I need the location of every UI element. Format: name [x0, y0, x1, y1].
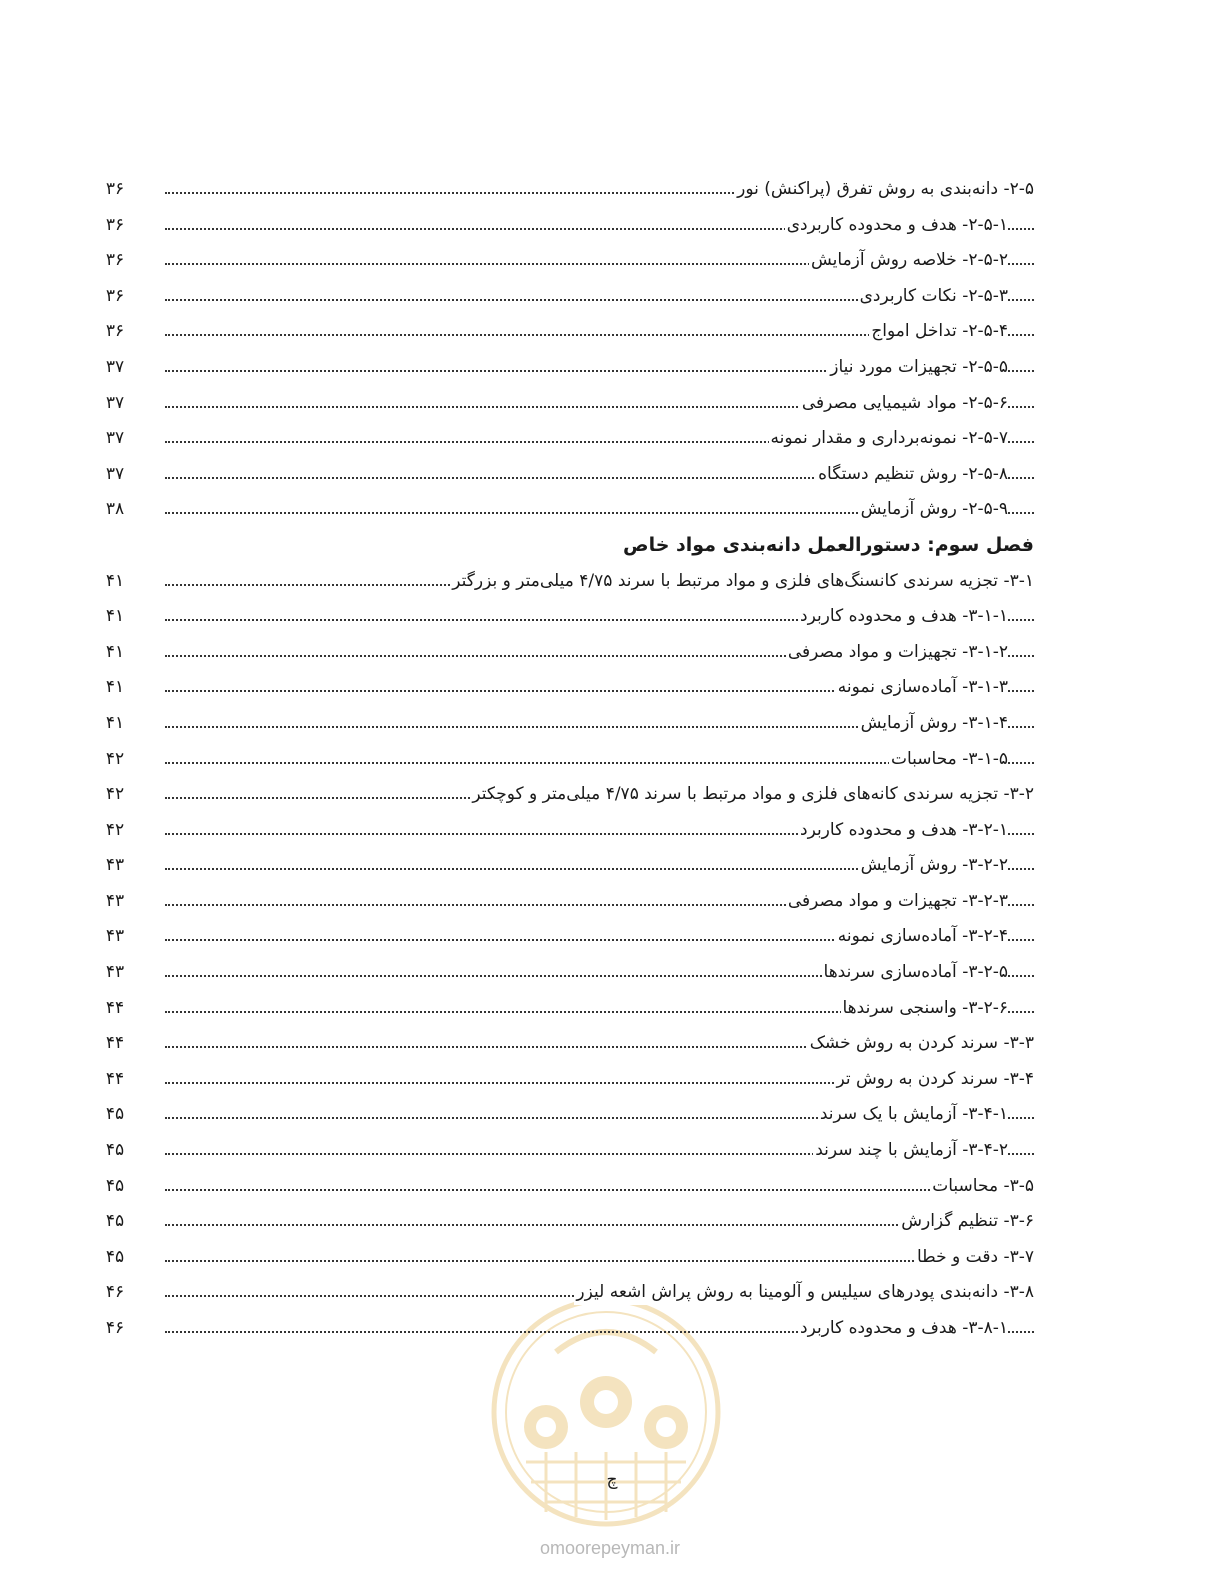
toc-entry-title: ۲-۵-۸- روش تنظیم دستگاه — [816, 461, 1008, 487]
toc-entry-title: ۲-۵-۷- نمونه‌برداری و مقدار نمونه — [769, 425, 1009, 451]
toc-entry-title: ۳-۱- تجزیه سرندی کانسنگ‌های فلزی و مواد مرتبط با سرند ۴/۷۵ میلی‌متر و بزرگتر — [450, 568, 1034, 594]
toc-entry — [0, 1026, 1224, 1062]
toc-entry — [0, 1240, 1224, 1276]
toc-entry — [0, 421, 1224, 457]
toc-entry-page: ۴۱ — [105, 641, 125, 662]
toc-entry — [0, 919, 1224, 955]
toc-entry-title: ۳-۲-۵- آماده‌سازی سرندها — [822, 959, 1008, 985]
toc-entry-page: ۴۳ — [105, 926, 125, 947]
toc-entry-page: ۳۶ — [105, 214, 125, 235]
toc-entry — [0, 848, 1224, 884]
toc-entry-title: ۳-۴-۱- آزمایش با یک سرند — [818, 1101, 1008, 1127]
toc-entry-title: ۳-۶- تنظیم گزارش — [899, 1208, 1034, 1234]
toc-entry-title: ۳-۴- سرند کردن به روش تر — [835, 1066, 1035, 1092]
toc-entry-page: ۳۷ — [105, 428, 125, 449]
toc-entry-title: ۳-۱-۲- تجهیزات و مواد مصرفی — [786, 639, 1008, 665]
toc-entry-page: ۳۶ — [105, 250, 125, 271]
toc-entry-title: ۲-۵-۳- نکات کاربردی — [858, 283, 1008, 309]
toc-entry-page: ۴۴ — [105, 1033, 125, 1054]
toc-entry-page: ۳۷ — [105, 392, 125, 413]
toc-entry-title: ۳-۸-۱- هدف و محدوده کاربرد — [798, 1315, 1008, 1341]
toc-entry — [0, 386, 1224, 422]
toc-entry-page: ۴۲ — [105, 784, 125, 805]
toc-entry-title: ۲-۵-۹- روش آزمایش — [859, 496, 1008, 522]
page-number: چ — [606, 1470, 618, 1490]
chapter-heading — [0, 528, 1224, 564]
toc-entry-page: ۳۷ — [105, 463, 125, 484]
toc-entry — [0, 1169, 1224, 1205]
toc-entry-page: ۳۷ — [105, 356, 125, 377]
toc-entry — [0, 1062, 1224, 1098]
watermark-url: omoorepeyman.ir — [539, 1538, 681, 1558]
toc-entry-page: ۴۱ — [105, 712, 125, 733]
toc-entry-page: ۴۱ — [105, 570, 125, 591]
toc-entry-title: ۳-۱-۳- آماده‌سازی نمونه — [836, 674, 1008, 700]
toc-entry-page: ۴۶ — [105, 1282, 125, 1303]
toc-entry-page: ۴۴ — [105, 1068, 125, 1089]
toc-entry — [0, 172, 1224, 208]
toc-entry-title: ۳-۲-۴- آماده‌سازی نمونه — [836, 923, 1008, 949]
toc-entry-title: ۳-۸- دانه‌بندی پودرهای سیلیس و آلومینا به روش پراش اشعه لیزر — [574, 1279, 1034, 1305]
toc-entry-title: ۲-۵-۵- تجهیزات مورد نیاز — [828, 354, 1008, 380]
toc-entry-title: ۳-۳- سرند کردن به روش خشک — [808, 1030, 1034, 1056]
toc-entry-title: ۳-۴-۲- آزمایش با چند سرند — [813, 1137, 1008, 1163]
watermark-seal-icon — [486, 1292, 726, 1532]
toc-entry-page: ۴۵ — [105, 1211, 125, 1232]
toc-entry — [0, 884, 1224, 920]
dot-leader — [165, 1260, 1034, 1262]
toc-entry-title: ۳-۱-۵- محاسبات — [889, 746, 1008, 772]
toc-entry-page: ۴۵ — [105, 1175, 125, 1196]
toc-entry-page: ۴۳ — [105, 890, 125, 911]
toc-entry-title: ۳-۲- تجزیه سرندی کانه‌های فلزی و مواد مرتبط با سرند ۴/۷۵ میلی‌متر و کوچکتر — [470, 781, 1034, 807]
toc-entry-page: ۳۶ — [105, 285, 125, 306]
toc-entry — [0, 1133, 1224, 1169]
toc-entry-title: ۲-۵-۲- خلاصه روش آزمایش — [809, 247, 1008, 273]
toc-entry-page: ۴۵ — [105, 1140, 125, 1161]
toc-entry-title: ۲-۵- دانه‌بندی به روش تفرق (پراکنش) نور — [735, 176, 1034, 202]
toc-entry — [0, 350, 1224, 386]
toc-entry-page: ۴۲ — [105, 819, 125, 840]
toc-entry — [0, 1204, 1224, 1240]
toc-entry-page: ۴۵ — [105, 1246, 125, 1267]
toc-entry — [0, 314, 1224, 350]
toc-entry — [0, 991, 1224, 1027]
toc-entry — [0, 279, 1224, 315]
toc-entry — [0, 742, 1224, 778]
toc-entry-title: ۳-۱-۴- روش آزمایش — [859, 710, 1008, 736]
toc-entry-title: ۲-۵-۶- مواد شیمیایی مصرفی — [800, 390, 1008, 416]
toc-entry-page: ۴۳ — [105, 855, 125, 876]
toc-entry — [0, 457, 1224, 493]
dot-leader — [165, 1189, 1034, 1191]
chapter-title: فصل سوم: دستورالعمل دانه‌بندی مواد خاص — [623, 533, 1034, 556]
table-of-contents — [0, 172, 1224, 1347]
toc-entry — [0, 813, 1224, 849]
toc-entry — [0, 599, 1224, 635]
toc-entry-page: ۴۵ — [105, 1104, 125, 1125]
toc-entry-page: ۳۶ — [105, 179, 125, 199]
toc-entry-title: ۳-۲-۱- هدف و محدوده کاربرد — [798, 817, 1008, 843]
toc-entry-title: ۳-۲-۳- تجهیزات و مواد مصرفی — [786, 888, 1008, 914]
toc-entry-title: ۳-۲-۶- واسنجی سرندها — [841, 995, 1009, 1021]
toc-entry-page: ۴۱ — [105, 677, 125, 698]
toc-entry-page: ۴۴ — [105, 997, 125, 1018]
toc-entry-title: ۲-۵-۱- هدف و محدوده کاربردی — [785, 212, 1008, 238]
toc-entry — [0, 670, 1224, 706]
toc-entry — [0, 564, 1224, 600]
toc-entry-title: ۳-۷- دقت و خطا — [915, 1244, 1034, 1270]
toc-entry — [0, 777, 1224, 813]
toc-entry-title: ۲-۵-۴- تداخل امواج — [869, 318, 1008, 344]
toc-entry — [0, 635, 1224, 671]
toc-entry — [0, 492, 1224, 528]
toc-entry — [0, 1097, 1224, 1133]
toc-entry — [0, 243, 1224, 279]
toc-entry-page: ۴۲ — [105, 748, 125, 769]
toc-entry-page: ۴۶ — [105, 1318, 125, 1338]
toc-entry-title: ۳-۲-۲- روش آزمایش — [859, 852, 1008, 878]
toc-entry — [0, 706, 1224, 742]
toc-entry-page: ۳۸ — [105, 499, 125, 520]
toc-entry-page: ۴۳ — [105, 962, 125, 983]
toc-entry-page: ۴۱ — [105, 606, 125, 627]
toc-entry-title: ۳-۵- محاسبات — [930, 1173, 1034, 1199]
toc-entry-page: ۳۶ — [105, 321, 125, 342]
toc-entry-title: ۳-۱-۱- هدف و محدوده کاربرد — [798, 603, 1008, 629]
toc-entry — [0, 955, 1224, 991]
toc-entry — [0, 208, 1224, 244]
